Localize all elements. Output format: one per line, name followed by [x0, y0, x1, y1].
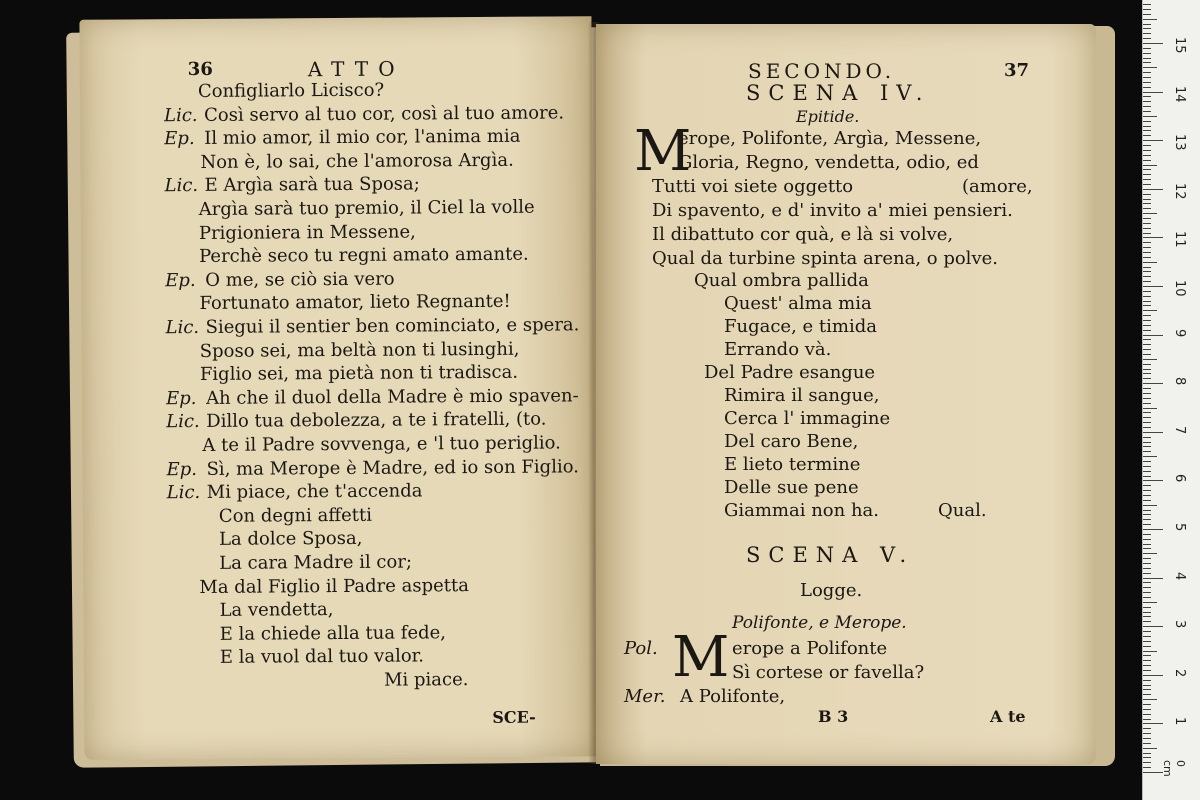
- ruler-tick: [1143, 631, 1151, 632]
- verse-line: Perchè seco tu regni amato amante.: [199, 243, 529, 268]
- ruler-tick: [1143, 748, 1157, 749]
- verse-line: A Polifonte,: [680, 686, 786, 707]
- ruler-tick: [1143, 563, 1151, 564]
- aria-line: Errando và.: [724, 339, 832, 360]
- catchword-right: A te: [990, 707, 1026, 726]
- page-number-left: 36: [187, 58, 213, 81]
- ruler-tick: [1143, 544, 1151, 545]
- speaker-label: Pol.: [624, 638, 658, 659]
- ruler-tick: [1143, 694, 1151, 695]
- ruler-tick: [1143, 704, 1151, 705]
- ruler-tick: [1143, 510, 1151, 511]
- ruler-tick: [1143, 753, 1151, 754]
- ruler-tick: [1143, 208, 1151, 209]
- ruler-tick: [1143, 607, 1151, 608]
- ruler-tick: [1143, 539, 1151, 540]
- verse-line: Figlio sei, ma pietà non ti tradisca.: [199, 361, 519, 386]
- ruler-number: 7: [1172, 425, 1187, 435]
- aria-line: Rimira il sangue,: [724, 385, 880, 406]
- ruler-tick: [1143, 369, 1151, 370]
- ruler-number: 6: [1172, 474, 1187, 483]
- verse-line: erope a Polifonte: [732, 638, 888, 659]
- verse-line: Sì, ma Merope è Madre, ed io son Figlio.: [206, 455, 579, 480]
- ruler-tick: [1143, 573, 1151, 574]
- left-page: [79, 16, 596, 760]
- ruler-tick: [1143, 330, 1151, 331]
- ruler-tick: [1143, 359, 1157, 360]
- ruler-tick: [1143, 349, 1151, 350]
- ruler-number: 8: [1172, 377, 1187, 386]
- ruler-tick: [1143, 291, 1151, 292]
- verse-line: E la chiede alla tua fede,: [219, 622, 447, 645]
- ruler-tick: [1143, 33, 1151, 34]
- aria-line: Quest' alma mia: [724, 293, 872, 314]
- ruler-tick: [1143, 490, 1151, 491]
- ruler-tick: [1143, 82, 1151, 83]
- ruler-tick: [1143, 723, 1163, 724]
- ruler-number: 5: [1172, 523, 1187, 532]
- ruler-tick: [1143, 305, 1151, 306]
- ruler-tick: [1143, 529, 1163, 530]
- ruler-tick: [1143, 286, 1163, 287]
- speaker-label: Lic.: [164, 175, 199, 197]
- ruler-tick: [1143, 184, 1151, 185]
- ruler-tick: [1143, 660, 1151, 661]
- ruler-number: 3: [1172, 620, 1187, 629]
- ruler-tick: [1143, 199, 1151, 200]
- drop-cap-1: M: [634, 119, 692, 184]
- verse-line: Il mio amor, il mio cor, l'anima mia: [204, 125, 521, 150]
- drop-cap-2: M: [672, 625, 730, 690]
- ruler-tick: [1143, 339, 1151, 340]
- ruler-tick: [1143, 709, 1151, 710]
- verse-line: Sposo sei, ma beltà non ti lusinghi,: [199, 338, 520, 362]
- measurement-ruler: [1142, 0, 1200, 800]
- ruler-tick: [1143, 495, 1151, 496]
- ruler-tick: [1143, 145, 1151, 146]
- aria-line: E lieto termine: [724, 454, 861, 475]
- ruler-tick: [1143, 111, 1151, 112]
- ruler-tick: [1143, 471, 1151, 472]
- verse-line: O me, se ciò sia vero: [205, 268, 395, 291]
- ruler-tick: [1143, 733, 1151, 734]
- ruler-tick: [1143, 28, 1151, 29]
- ruler-tick: [1143, 301, 1151, 302]
- aria-line: Fugace, e timida: [724, 316, 877, 337]
- ruler-number: 14: [1172, 85, 1187, 103]
- verse-line: La cara Madre il cor;: [219, 551, 413, 574]
- ruler-tick: [1143, 189, 1163, 190]
- verse-line: La dolce Sposa,: [218, 528, 363, 551]
- ruler-tick: [1143, 719, 1151, 720]
- verse-line: Configliarlo Licisco?: [197, 79, 385, 102]
- ruler-tick: [1143, 271, 1151, 272]
- verse-line: Con degni affetti: [218, 504, 373, 527]
- verse-line: Prigioniera in Messene,: [198, 221, 416, 244]
- ruler-tick: [1143, 636, 1151, 637]
- ruler-tick: [1143, 96, 1151, 97]
- ruler-tick: [1143, 58, 1151, 59]
- ruler-tick: [1143, 140, 1163, 141]
- verse-line: E la vuol dal tuo valor.: [219, 645, 425, 669]
- ruler-tick: [1143, 155, 1151, 156]
- ruler-tick: [1143, 203, 1151, 204]
- ruler-tick: [1143, 578, 1163, 579]
- ruler-tick: [1143, 135, 1151, 136]
- ruler-tick: [1143, 582, 1151, 583]
- ruler-tick: [1143, 408, 1157, 409]
- ruler-tick: [1143, 675, 1163, 676]
- ruler-tick: [1143, 393, 1151, 394]
- ruler-tick: [1143, 558, 1151, 559]
- right-page: [596, 24, 1096, 764]
- ruler-tick: [1143, 757, 1151, 758]
- verse-line: Ma dal Figlio il Padre aspetta: [199, 574, 470, 598]
- ruler-tick: [1143, 223, 1151, 224]
- ruler-tick: [1143, 101, 1151, 102]
- ruler-tick: [1143, 437, 1151, 438]
- ruler-tick: [1143, 218, 1151, 219]
- opening-line-2: Gloria, Regno, vendetta, odio, ed: [678, 152, 979, 173]
- verse-line: Argìa sarà tuo premio, il Ciel la volle: [198, 196, 535, 220]
- ruler-tick: [1143, 130, 1151, 131]
- ruler-tick: [1143, 194, 1151, 195]
- ruler-tick: [1143, 169, 1151, 170]
- ruler-tick: [1143, 165, 1157, 166]
- ruler-number: 2: [1172, 668, 1187, 678]
- ruler-tick: [1143, 335, 1163, 336]
- ruler-tick: [1143, 24, 1151, 25]
- aria-end: Qual.: [938, 500, 987, 521]
- ruler-tick: [1143, 77, 1151, 78]
- ruler-tick: [1143, 281, 1151, 282]
- ruler-tick: [1143, 150, 1151, 151]
- ruler-number: 4: [1172, 571, 1187, 580]
- ruler-tick: [1143, 466, 1151, 467]
- ruler-tick: [1143, 446, 1151, 447]
- ruler-tick: [1143, 422, 1151, 423]
- speaker-label: Ep.: [165, 269, 196, 292]
- verse-line: Mi piace, che t'accenda: [206, 480, 423, 504]
- ruler-number: 1: [1172, 717, 1187, 726]
- ruler-tick: [1143, 276, 1151, 277]
- ruler-tick: [1143, 43, 1163, 44]
- ruler-tick: [1143, 121, 1151, 122]
- ruler-tick: [1143, 383, 1163, 384]
- page-number-right: 37: [1004, 60, 1030, 81]
- ruler-tick: [1143, 38, 1151, 39]
- ruler-tick: [1143, 257, 1151, 258]
- ruler-tick: [1143, 325, 1151, 326]
- ruler-tick: [1143, 738, 1151, 739]
- verse-line: Di spavento, e d' invito a' miei pensieri.: [652, 200, 1013, 221]
- ruler-tick: [1143, 743, 1151, 744]
- ruler-tick: [1143, 233, 1151, 234]
- ruler-tick: [1143, 592, 1151, 593]
- ruler-tick: [1143, 427, 1151, 428]
- ruler-tick: [1143, 524, 1151, 525]
- speaker-label: Ep.: [165, 387, 197, 409]
- ruler-tick: [1143, 72, 1151, 73]
- speaker-label: Lic.: [166, 482, 201, 504]
- speaker-label: Lic.: [165, 316, 200, 339]
- ruler-tick: [1143, 398, 1151, 399]
- ruler-tick: [1143, 432, 1163, 433]
- speaker-label: Ep.: [166, 458, 198, 480]
- ruler-tick: [1143, 53, 1151, 54]
- ruler-tick: [1143, 767, 1151, 768]
- aria-line: Cerca l' immagine: [724, 408, 891, 429]
- ruler-tick: [1143, 310, 1157, 311]
- ruler-tick: [1143, 505, 1157, 506]
- ruler-tick: [1143, 646, 1151, 647]
- ruler-tick: [1143, 19, 1157, 20]
- ruler-tick: [1143, 14, 1151, 15]
- ruler-tick: [1143, 597, 1151, 598]
- ruler-tick: [1143, 699, 1157, 700]
- ruler-unit-label: 0 cm: [1161, 760, 1187, 777]
- ruler-tick: [1143, 247, 1151, 248]
- ruler-number: 10: [1172, 280, 1187, 297]
- ruler-tick: [1143, 48, 1151, 49]
- verse-line: A te il Padre sovvenga, e 'l tuo periglio.: [202, 432, 561, 456]
- ruler-number: 9: [1172, 328, 1187, 337]
- ruler-tick: [1143, 655, 1151, 656]
- ruler-tick: [1143, 417, 1151, 418]
- ruler-tick: [1143, 500, 1151, 501]
- verse-line: Non è, lo sai, che l'amorosa Argìa.: [200, 149, 514, 173]
- ruler-tick: [1143, 126, 1151, 127]
- ruler-number: 15: [1172, 37, 1187, 54]
- ruler-tick: [1143, 651, 1157, 652]
- ruler-tick: [1143, 602, 1157, 603]
- ruler-tick: [1143, 252, 1151, 253]
- scene-5-place: Logge.: [800, 580, 863, 601]
- ruler-tick: [1143, 616, 1151, 617]
- speaker-label: Ep.: [164, 128, 195, 150]
- ruler-tick: [1143, 456, 1157, 457]
- ruler-tick: [1143, 67, 1157, 68]
- speaker-label: Mer.: [624, 686, 666, 707]
- ruler-tick: [1143, 213, 1157, 214]
- ruler-tick: [1143, 665, 1151, 666]
- ruler-tick: [1143, 612, 1151, 613]
- opening-line-1: erope, Polifonte, Argìa, Messene,: [678, 128, 982, 149]
- verse-line: La vendetta,: [219, 599, 334, 622]
- ruler-tick: [1143, 412, 1151, 413]
- verse-line: Mi piace.: [383, 669, 469, 691]
- ruler-tick: [1143, 548, 1151, 549]
- speaker-label: Lic.: [166, 411, 200, 433]
- ruler-tick: [1143, 354, 1151, 355]
- ruler-tick: [1143, 685, 1151, 686]
- ruler-number: 12: [1172, 182, 1187, 200]
- ruler-tick: [1143, 714, 1151, 715]
- scene-5-characters: Polifonte, e Merope.: [732, 613, 907, 633]
- ruler-tick: [1143, 621, 1151, 622]
- verse-line: Sì cortese or favella?: [732, 662, 925, 683]
- ruler-tick: [1143, 388, 1151, 389]
- ruler-tick: [1143, 626, 1163, 627]
- ruler-tick: [1143, 344, 1151, 345]
- speaker-label: Lic.: [164, 104, 198, 126]
- ruler-tick: [1143, 267, 1151, 268]
- ruler-tick: [1143, 553, 1157, 554]
- verse-line: Così servo al tuo cor, così al tuo amore.: [204, 102, 565, 126]
- ruler-tick: [1143, 451, 1151, 452]
- ruler-tick: [1143, 728, 1151, 729]
- ruler-tick: [1143, 480, 1163, 481]
- ruler-tick: [1143, 442, 1151, 443]
- verse-line: Il dibattuto cor quà, e là si volve,: [652, 224, 954, 245]
- ruler-tick: [1143, 514, 1151, 515]
- ruler-tick: [1143, 689, 1151, 690]
- verse-line: Ah che il duol della Madre è mio spaven-: [205, 385, 579, 409]
- ruler-tick: [1143, 179, 1151, 180]
- ruler-tick: [1143, 485, 1151, 486]
- ruler-tick: [1143, 378, 1151, 379]
- ruler-tick: [1143, 87, 1151, 88]
- ruler-tick: [1143, 534, 1151, 535]
- verse-turnover: (amore,: [962, 176, 1033, 197]
- ruler-tick: [1143, 680, 1151, 681]
- ruler-tick: [1143, 364, 1151, 365]
- ruler-number: 13: [1172, 134, 1187, 151]
- scene-4-title: SCENA IV.: [746, 81, 931, 105]
- ruler-tick: [1143, 296, 1151, 297]
- running-head-right: SECONDO.: [748, 59, 896, 83]
- ruler-tick: [1143, 9, 1151, 10]
- verse-line: Dillo tua debolezza, a te i fratelli, (to.: [206, 408, 547, 433]
- ruler-tick: [1143, 4, 1151, 5]
- ruler-tick: [1143, 373, 1151, 374]
- ruler-tick: [1143, 320, 1151, 321]
- ruler-tick: [1143, 670, 1151, 671]
- ruler-tick: [1143, 403, 1151, 404]
- ruler-tick: [1143, 519, 1151, 520]
- ruler-tick: [1143, 461, 1151, 462]
- verse-line: Qual da turbine spinta arena, o polve.: [652, 248, 998, 269]
- ruler-tick: [1143, 315, 1151, 316]
- ruler-tick: [1143, 762, 1151, 763]
- verse-line: Fortunato amator, lieto Regnante!: [199, 291, 511, 315]
- ruler-tick: [1143, 641, 1151, 642]
- ruler-tick: [1143, 772, 1163, 773]
- verse-line: Siegui il sentier ben cominciato, e spera.: [205, 314, 580, 338]
- ruler-tick: [1143, 476, 1151, 477]
- ruler-tick: [1143, 587, 1151, 588]
- aria-line: Giammai non ha.: [724, 500, 880, 521]
- ruler-tick: [1143, 568, 1151, 569]
- ruler-tick: [1143, 228, 1151, 229]
- aria-line: Qual ombra pallida: [694, 270, 869, 291]
- scene-5-title: SCENA V.: [746, 543, 915, 567]
- aria-line: Del Padre esangue: [704, 362, 876, 383]
- ruler-tick: [1143, 62, 1151, 63]
- ruler-tick: [1143, 92, 1163, 93]
- ruler-tick: [1143, 242, 1151, 243]
- ruler-tick: [1143, 237, 1163, 238]
- ruler-tick: [1143, 106, 1151, 107]
- verse-line: E Argìa sarà tua Sposa;: [204, 173, 420, 197]
- ruler-tick: [1143, 116, 1157, 117]
- ruler-tick: [1143, 262, 1157, 263]
- verse-line: Tutti voi siete oggetto: [652, 176, 854, 197]
- running-head-left: ATTO: [307, 56, 405, 82]
- ruler-number: 11: [1172, 231, 1187, 248]
- aria-line: Del caro Bene,: [724, 431, 859, 452]
- catchword-left: SCE-: [492, 707, 536, 727]
- ruler-tick: [1143, 160, 1151, 161]
- ruler-tick: [1143, 174, 1151, 175]
- aria-line: Delle sue pene: [724, 477, 859, 498]
- scene-4-character: Epitide.: [796, 107, 860, 126]
- signature-mark: B 3: [818, 707, 849, 726]
